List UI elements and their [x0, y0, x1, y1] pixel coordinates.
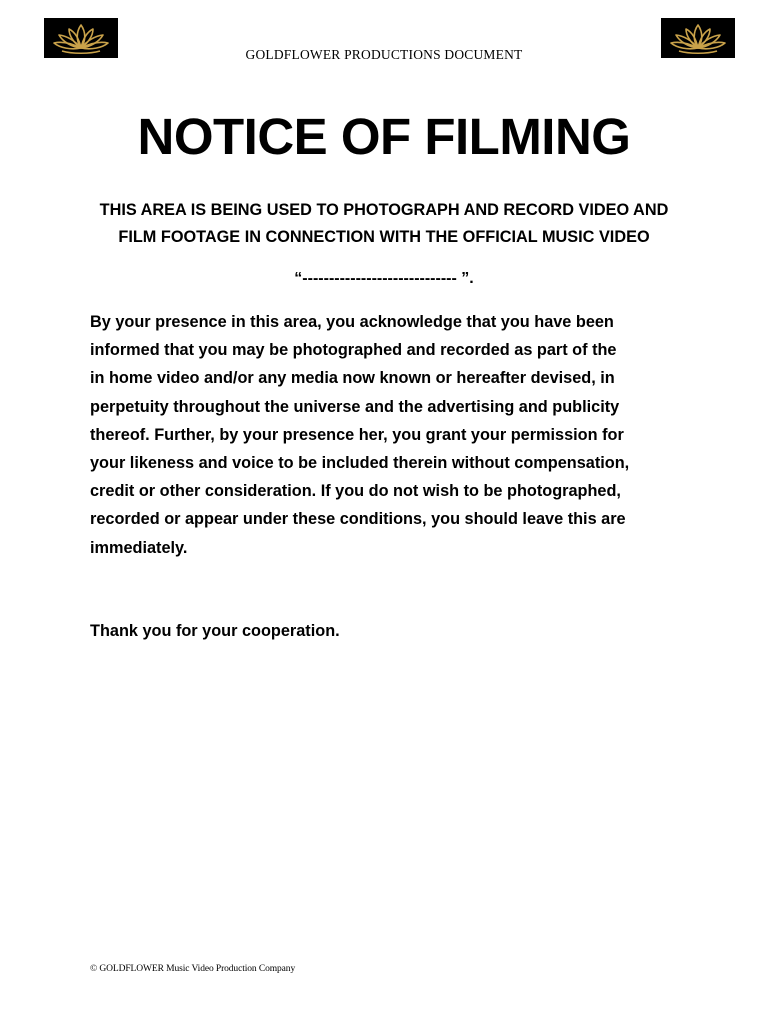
closing-text: Thank you for your cooperation.: [90, 622, 340, 640]
video-title-placeholder: “----------------------------- ”.: [294, 270, 474, 287]
subtitle-line: FILM FOOTAGE IN CONNECTION WITH THE OFFICIAL MUSIC VIDEO: [118, 228, 650, 246]
body-line: informed that you may be photographed and recorded as part of the: [90, 341, 617, 360]
subtitle-line: THIS AREA IS BEING USED TO PHOTOGRAPH AND RECORD VIDEO AND: [99, 201, 669, 219]
body-line: thereof. Further, by your presence her, you grant your permission for: [90, 425, 624, 444]
body-line: credit or other consideration. If you do not wish to be photographed,: [90, 482, 621, 501]
page-title: NOTICE OF FILMING: [137, 108, 631, 165]
body-line: recorded or appear under these conditions, you should leave this are: [90, 510, 626, 529]
notice-subtitle: [70, 197, 698, 251]
body-line: your likeness and voice to be included therein without compensation,: [90, 454, 630, 473]
document-header: GOLDFLOWER PRODUCTIONS DOCUMENT: [245, 47, 523, 62]
body-line: in home video and/or any media now known or hereafter devised, in: [90, 369, 615, 388]
copyright-footer: © GOLDFLOWER Music Video Production Company: [90, 964, 296, 974]
body-line: immediately.: [90, 538, 188, 557]
body-line: By your presence in this area, you acknowledge that you have been: [90, 313, 614, 331]
notice-body: [90, 308, 690, 562]
body-line: perpetuity throughout the universe and the advertising and publicity: [90, 397, 620, 416]
